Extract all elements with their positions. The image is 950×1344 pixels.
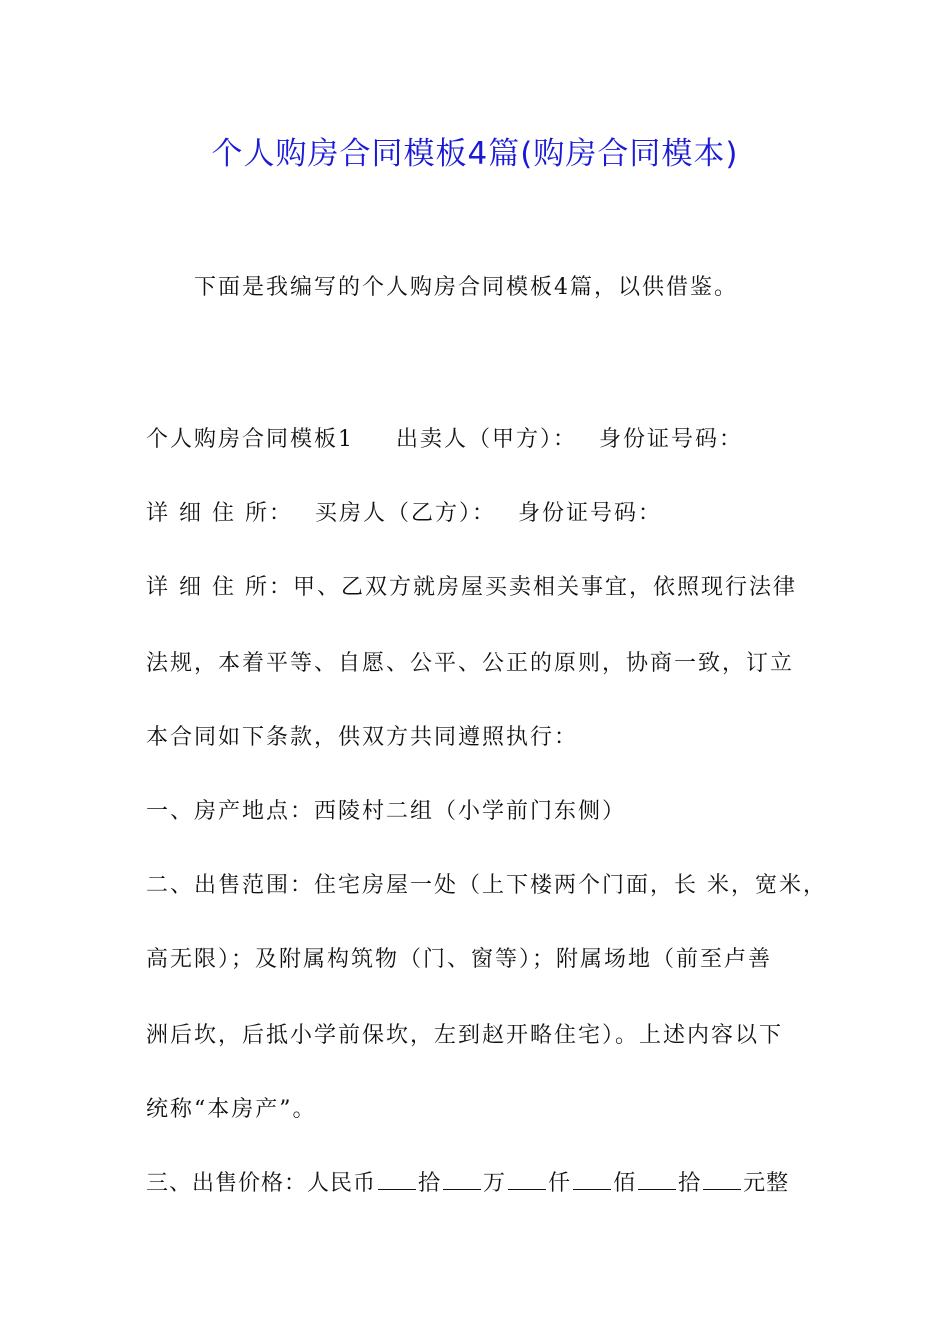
intro-paragraph: 下面是我编写的个人购房合同模板4篇，以供借鉴。 [194, 275, 738, 300]
price-unit: 佰 [613, 1171, 637, 1196]
clause-scope-cont-1: 高无限）；及附属构筑物（门、窗等）；附属场地（前至卢善 [146, 947, 773, 972]
price-blank[interactable] [443, 1169, 481, 1190]
contract-heading: 个人购房合同模板1 [146, 427, 354, 452]
seller-label: 出卖人（甲方）： [396, 427, 578, 452]
price-blank[interactable] [573, 1169, 611, 1190]
clause-scope-cont-2: 洲后坎，后抵小学前保坎，左到赵开略住宅）。上述内容以下 [146, 1023, 784, 1048]
price-unit: 仟 [548, 1171, 572, 1196]
price-prefix: 三、出售价格：人民币 [146, 1171, 377, 1196]
buyer-label: 买房人（乙方）： [314, 501, 496, 526]
contract-line-2 [146, 496, 662, 527]
contract-line-5: 本合同如下条款，供双方共同遵照执行： [146, 725, 579, 750]
contract-line-1 [146, 422, 743, 453]
contract-line-3: 详 细 住 所：甲、乙双方就房屋买卖相关事宜，依照现行法律 [146, 575, 797, 600]
price-unit: 拾 [678, 1171, 702, 1196]
price-blank[interactable] [508, 1169, 546, 1190]
clause-scope: 二、出售范围：住宅房屋一处（上下楼两个门面，长 米，宽米， [146, 873, 827, 898]
price-unit: 万 [483, 1171, 507, 1196]
clause-price [146, 1166, 789, 1197]
price-blank[interactable] [703, 1169, 741, 1190]
price-blank[interactable] [378, 1169, 416, 1190]
clause-scope-cont-3: 统称“本房产”。 [146, 1097, 317, 1122]
buyer-id-label: 身份证号码： [518, 501, 663, 526]
price-blank[interactable] [638, 1169, 676, 1190]
price-unit: 拾 [418, 1171, 442, 1196]
document-title: 个人购房合同模板4篇(购房合同模本) [211, 136, 739, 172]
clause-location: 一、房产地点：西陵村二组（小学前门东侧） [146, 799, 627, 824]
contract-line-4: 法规，本着平等、自愿、公平、公正的原则，协商一致，订立 [146, 651, 795, 676]
price-unit: 元整 [743, 1171, 790, 1196]
seller-id-label: 身份证号码： [599, 427, 744, 452]
seller-address-label: 详 细 住 所： [146, 501, 293, 526]
